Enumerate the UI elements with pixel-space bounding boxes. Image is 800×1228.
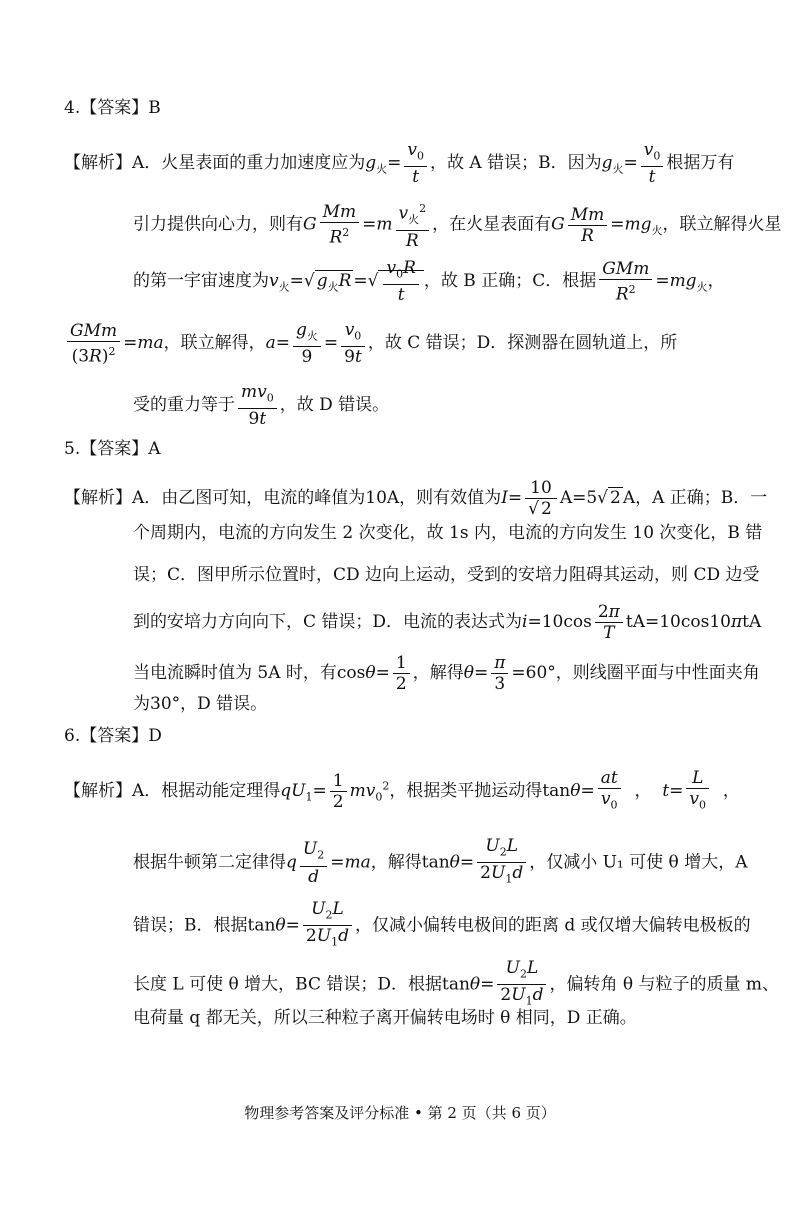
q6-line2: 根据牛顿第二定律得q $\frac{U_2}{d}$ =ma，解得tanθ= $\frac{U_2L}{2U_1d}$ ，仅减小 U₁ 可使 θ 增大，A bbox=[133, 836, 748, 887]
q6-line4: 长度 L 可使 θ 增大，BC 错误；D．根据tanθ= $\frac{U_2L}{2U_1d}$ ，偏转角 θ 与粒子的质量 m、 bbox=[133, 958, 780, 1008]
q6-line3: 错误；B．根据tanθ= $\frac{U_2L}{2U_1d}$ ，仅减小偏转电极间的距离 d 或仅增大偏转电极板的 bbox=[133, 899, 751, 949]
q6-line5: 电荷量 q 都无关，所以三种粒子离开偏转电场时 θ 相同，D 正确。 bbox=[133, 1008, 637, 1028]
q4-line2: 引力提供向心力，则有G $\frac{Mm}{R^2}$ =m $\frac{v_火^2}{R}$ ，在火星表面有G $\frac{Mm}{R}$ $=mg_火$，联立解得火星 bbox=[133, 199, 782, 251]
q4-line5: 受的重力等于 $\frac{mv_0}{9t}$ ，故 D 错误。 bbox=[133, 382, 390, 430]
q5-line1: 【解析】A．由乙图可知，电流的峰值为10A，则有效值为I= $\frac{10}{√ 2}$ A=5√ 2 A，A 正确；B．一 bbox=[64, 478, 768, 519]
q4-line4: $\frac{\text{GMm}}{(3R)^2}$ =ma，联立解得，a= $\frac{g_火}{9}$ = $\frac{v_0}{9t}$ ，故 C 错误；D．探测器在圆轨道上，所 bbox=[64, 320, 677, 367]
q5-line4: 到的安培力方向向下，C 错误；D．电流的表达式为i=10cos $\frac{2\pi}{T}$ tA=10cos10πtA bbox=[133, 602, 762, 643]
q6-line1: 【解析】A．根据动能定理得$qU_1=$ $\frac{1}{2}$ $mv_0^2$，根据类平抛运动得tanθ= $\frac{at}{v_0}$ ， t= $\frac{L}{v_0}$ ， bbox=[64, 768, 740, 813]
q5-heading: 5.【答案】A bbox=[64, 439, 161, 459]
q4-line3: 的第一宇宙速度为$v_火=√$ $g_火R$ =√ $\frac{v_0R}{t}$ ，故 B 正确；C．根据 $\frac{\text{GMm}}{R^2}$ $=mg_火$， bbox=[133, 258, 725, 306]
q4-heading: 4.【答案】B bbox=[64, 98, 161, 118]
q5-line3: 误；C．图甲所示位置时，CD 边向上运动，受到的安培力阻碍其运动，则 CD 边受 bbox=[133, 565, 760, 585]
q5-line2: 个周期内，电流的方向发生 2 次变化，故 1s 内，电流的方向发生 10 次变化，B 错 bbox=[133, 523, 763, 543]
q4-line1: 【解析】A．火星表面的重力加速度应为$g_火=$ $\frac{v_0}{t}$ ，故 A 错误；B．因为$g_火=$ $\frac{v_0}{t}$ 根据万有 bbox=[64, 140, 735, 188]
q5-line5: 当电流瞬时值为 5A 时，有cosθ= $\frac{1}{2}$ ，解得θ= $\frac{\pi}{3}$ =60°，则线圈平面与中性面夹角 bbox=[133, 653, 760, 694]
page-footer: 物理参考答案及评分标准 • 第 2 页（共 6 页） bbox=[244, 1104, 556, 1122]
q6-heading: 6.【答案】D bbox=[64, 726, 162, 746]
q5-line6: 为30°，D 错误。 bbox=[133, 694, 268, 714]
